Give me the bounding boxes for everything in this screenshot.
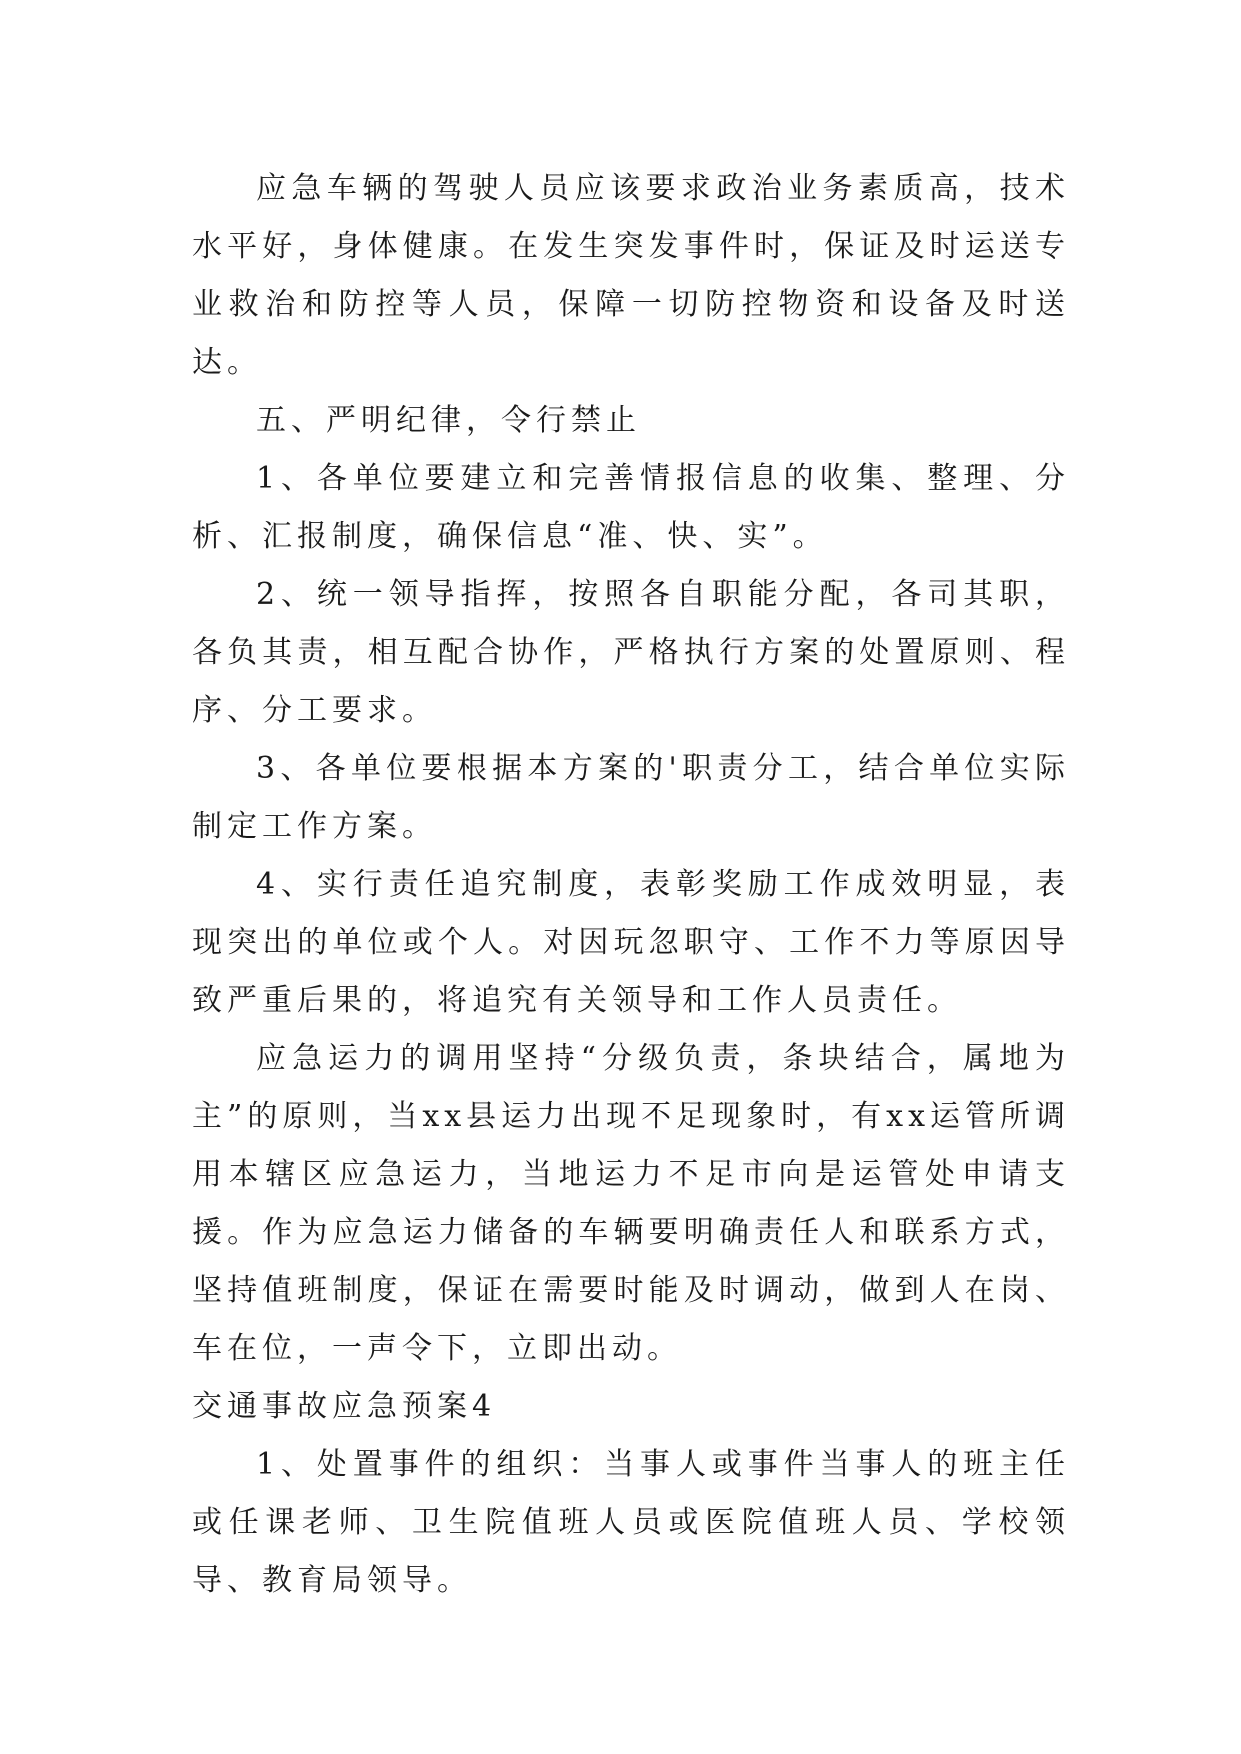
document-title-plan-4: 交通事故应急预案4 [192,1389,497,1424]
paragraph-item-3: 3、各单位要根据本方案的'职责分工，结合单位实际制定工作方案。 [192,751,1070,844]
paragraph-item-2: 2、统一领导指挥，按照各自职能分配，各司其职，各负其责，相互配合协作，严格执行方案的处置原则、程序、分工要求。 [192,577,1070,728]
paragraph-item-4: 4、实行责任追究制度，表彰奖励工作成效明显，表现突出的单位或个人。对因玩忽职守、工作不力等原因导致严重后果的，将追究有关领导和工作人员责任。 [192,867,1070,1018]
paragraph-item-1: 1、各单位要建立和完善情报信息的收集、整理、分析、汇报制度，确保信息“准、快、实”。 [192,461,1070,554]
document-body [192,160,1070,1610]
section-heading-discipline: 五、严明纪律，令行禁止 [256,403,641,438]
paragraph-plan-4-item-1: 1、处置事件的组织：当事人或事件当事人的班主任或任课老师、卫生院值班人员或医院值班人员、学校领导、教育局领导。 [192,1447,1070,1598]
paragraph-vehicle-drivers: 应急车辆的驾驶人员应该要求政治业务素质高，技术水平好，身体健康。在发生突发事件时，保证及时运送专业救治和防控等人员，保障一切防控物资和设备及时送达。 [192,171,1070,380]
paragraph-emergency-capacity: 应急运力的调用坚持“分级负责，条块结合，属地为主”的原则，当xx县运力出现不足现象时，有xx运管所调用本辖区应急运力，当地运力不足市向是运管处申请支援。作为应急运力储备的车辆要明确责任人和联系方式，坚持值班制度，保证在需要时能及时调动，做到人在岗、车在位，一声令下，立即出动。 [192,1041,1071,1366]
